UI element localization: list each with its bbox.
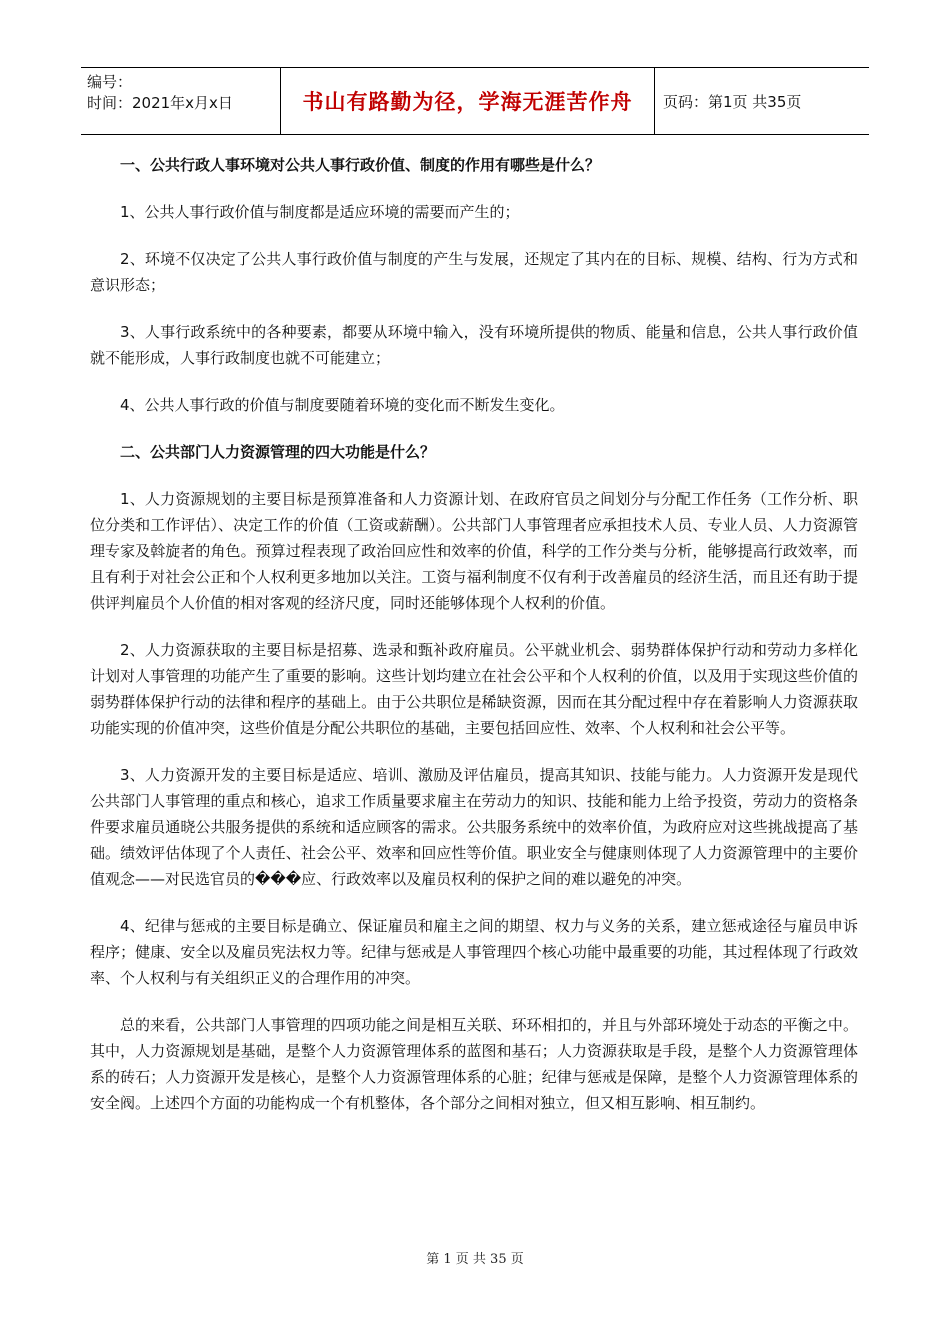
header-motto: 书山有路勤为径，学海无涯苦作舟 — [302, 90, 633, 114]
header-page-info: 页码：第1页 共35页 — [663, 92, 802, 111]
document-body — [90, 152, 858, 1137]
question-heading-2: 二、公共部门人力资源管理的四大功能是什么？ — [120, 443, 436, 461]
paragraph: 4、纪律与惩戒的主要目标是确立、保证雇员和雇主之间的期望、权力与义务的关系，建立惩戒途径与雇员申诉程序；健康、安全以及雇员宪法权力等。纪律与惩戒是人事管理四个核心功能中最重要的功能，其过程体现了行政效率、个人权利与有关组织正义的合理作用的冲突。 — [90, 917, 858, 987]
paragraph: 3、人事行政系统中的各种要素，都要从环境中输入，没有环境所提供的物质、能量和信息，公共人事行政价值就不能形成，人事行政制度也就不可能建立； — [90, 323, 858, 367]
header-page-info-cell — [655, 68, 869, 134]
paragraph: 4、公共人事行政的价值与制度要随着环境的变化而不断发生变化。 — [120, 396, 565, 414]
paragraph: 1、公共人事行政价值与制度都是适应环境的需要而产生的； — [120, 203, 520, 221]
paragraph: 2、环境不仅决定了公共人事行政价值与制度的产生与发展，还规定了其内在的目标、规模、结构、行为方式和意识形态； — [90, 250, 858, 294]
paragraph: 2、人力资源获取的主要目标是招募、选录和甄补政府雇员。公平就业机会、弱势群体保护行动和劳动力多样化计划对人事管理的功能产生了重要的影响。这些计划均建立在社会公平和个人权利的价值，以及用于实现这些价值的弱势群体保护行动的法律和程序的基础上。由于公共职位是稀缺资源，因而在其分配过程中存在着影响人力资源获取功能实现的价值冲突，这些价值是分配公共职位的基础，主要包括回应性、效率、个人权利和社会公平等。 — [90, 641, 858, 737]
page-header — [81, 67, 869, 135]
header-meta — [81, 68, 281, 134]
header-motto-cell — [281, 68, 655, 134]
page-footer: 第 1 页 共 35 页 — [426, 1252, 524, 1267]
document-time: 时间：2021年x月x日 — [87, 94, 233, 112]
paragraph: 1、人力资源规划的主要目标是预算准备和人力资源计划、在政府官员之间划分与分配工作任务（工作分析、职位分类和工作评估）、决定工作的价值（工资或薪酬）。公共部门人事管理者应承担技术人员、专业人员、人力资源管理专家及斡旋者的角色。预算过程表现了政治回应性和效率的价值，科学的工作分类与分析，能够提高行政效率，而且有利于对社会公正和个人权利更多地加以关注。工资与福利制度不仅有利于改善雇员的经济生活，而且还有助于提供评判雇员个人价值的相对客观的经济尺度，同时还能够体现个人权利的价值。 — [90, 490, 858, 612]
document-number: 编号： — [87, 73, 133, 91]
paragraph: 总的来看，公共部门人事管理的四项功能之间是相互关联、环环相扣的，并且与外部环境处于动态的平衡之中。其中，人力资源规划是基础，是整个人力资源管理体系的蓝图和基石；人力资源获取是手段，是整个人力资源管理体系的砖石；人力资源开发是核心，是整个人力资源管理体系的心脏；纪律与惩戒是保障，是整个人力资源管理体系的安全阀。上述四个方面的功能构成一个有机整体，各个部分之间相对独立，但又相互影响、相互制约。 — [90, 1016, 858, 1112]
question-heading-1: 一、公共行政人事环境对公共人事行政价值、制度的作用有哪些是什么？ — [120, 156, 601, 174]
paragraph: 3、人力资源开发的主要目标是适应、培训、激励及评估雇员，提高其知识、技能与能力。人力资源开发是现代公共部门人事管理的重点和核心，追求工作质量要求雇主在劳动力的知识、技能和能力上给予投资，劳动力的资格条件要求雇员通晓公共服务提供的系统和适应顾客的需求。公共服务系统中的效率价值，为政府应对这些挑战提高了基础。绩效评估体现了个人责任、社会公平、效率和回应性等价值。职业安全与健康则体现了人力资源管理中的主要价值观念——对民选官员的���应、行政效率以及雇员权利的保护之间的难以避免的冲突。 — [90, 766, 858, 888]
